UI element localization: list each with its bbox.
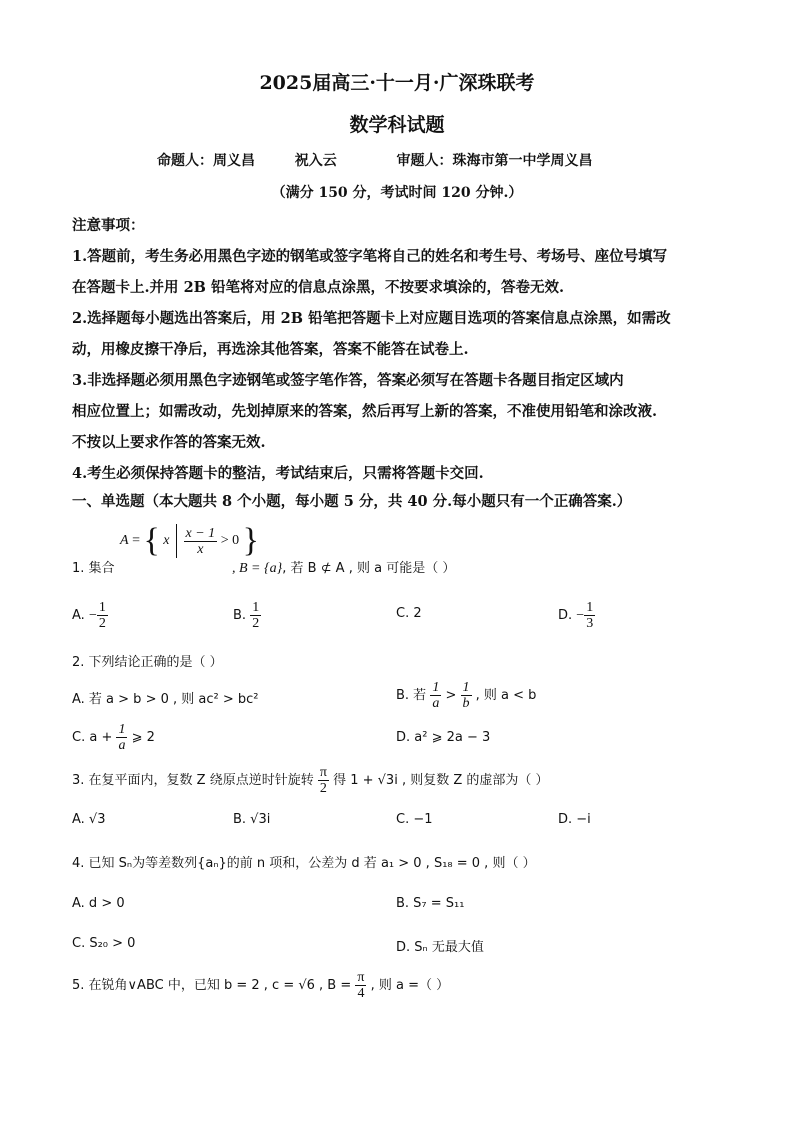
note-line: 在答题卡上.并用 2B 铅笔将对应的信息点涂黑，不按要求填涂的，答卷无效.: [72, 279, 565, 296]
author-line: [157, 150, 593, 170]
note-line: 4.考生必须保持答题卡的整洁，考试结束后，只需将答题卡交回.: [72, 465, 484, 482]
q3-option-d[interactable]: D. −i: [558, 812, 591, 827]
q1-option-b[interactable]: B. $\frac{1}{2}$: [233, 600, 260, 631]
exam-subtitle: 数学科试题: [349, 114, 445, 136]
note-line: 3.非选择题必须用黑色字迹钢笔或签字笔作答，答案必须写在答题卡各题目指定区域内: [72, 372, 624, 389]
note-line: 相应位置上；如需改动，先划掉原来的答案，然后再写上新的答案，不准使用铅笔和涂改液.: [72, 403, 658, 420]
q2-option-b[interactable]: B. 若 $\frac{1}{a}$ > $\frac{1}{b}$ , 则 a < b: [396, 680, 537, 711]
q1-fraction: $\frac{x - 1}{x}$: [185, 525, 216, 557]
q1-condition: , B = {a}, 若 B ⊄ A , 则 a 可能是（ ）: [232, 561, 456, 576]
note-line: 动，用橡皮擦干净后，再选涂其他答案，答案不能答在试卷上.: [72, 341, 469, 358]
q2-option-d[interactable]: D. a² ⩾ 2a − 3: [396, 730, 491, 745]
q1-option-a[interactable]: A. − $\frac{1}{2}$: [72, 600, 106, 631]
q2-option-c[interactable]: C. a + $\frac{1}{a}$ ⩾ 2: [72, 722, 155, 753]
q1-set-a: A = { x $\frac{x - 1}{x}$ > 0 }: [120, 522, 259, 559]
q3-stem: 3. 在复平面内，复数 Z 绕原点逆时针旋转 $\frac{\pi}{2}$ 得 1 + √3i , 则复数 Z 的虚部为（ ）: [72, 765, 549, 796]
note-line: 2.选择题每小题选出答案后，用 2B 铅笔把答题卡上对应题目选项的答案信息点涂黑，如需改: [72, 310, 671, 327]
section-heading: 一、单选题（本大题共 8 个小题，每小题 5 分，共 40 分.每小题只有一个正确答案.）: [72, 493, 632, 510]
q1-option-c[interactable]: C. 2: [396, 606, 422, 621]
q3-option-a[interactable]: A. √3: [72, 812, 106, 827]
q1-option-d[interactable]: D. − $\frac{1}{3}$: [558, 600, 594, 631]
note-line: 1.答题前，考生务必用黑色字迹的钢笔或签字笔将自己的姓名和考生号、考场号、座位号填写: [72, 248, 668, 265]
q4-option-c[interactable]: C. S₂₀ > 0: [72, 936, 136, 951]
q1-prefix: 1. 集合: [72, 561, 115, 576]
notes-heading: 注意事项：: [72, 217, 145, 234]
author-2: 祝入云: [294, 153, 337, 169]
score-time: （满分 150 分，考试时间 120 分钟.）: [271, 185, 523, 201]
q4-option-b[interactable]: B. S₇ = S₁₁: [396, 896, 465, 911]
q2-stem: 2. 下列结论正确的是（ ）: [72, 655, 223, 670]
author-label: 命题人：周义昌: [157, 153, 255, 169]
q3-option-b[interactable]: B. √3i: [233, 812, 271, 827]
notes-block: [72, 210, 732, 489]
q2-option-a[interactable]: A. 若 a > b > 0 , 则 ac² > bc²: [72, 692, 259, 707]
q4-stem: 4. 已知 Sₙ为等差数列{aₙ}的前 n 项和，公差为 d 若 a₁ > 0 , S₁₈ = 0 , 则（ ）: [72, 856, 536, 871]
q4-option-d[interactable]: D. Sₙ 无最大值: [396, 940, 484, 955]
note-line: 不按以上要求作答的答案无效.: [72, 434, 266, 451]
exam-title: 2025届高三·十一月·广深珠联考: [259, 72, 535, 94]
reviewer: 审题人：珠海市第一中学周义昌: [396, 153, 593, 169]
q5-stem: 5. 在锐角∨ABC 中，已知 b = 2 , c = √6 , B = $\frac{\pi}{4}$ , 则 a =（ ）: [72, 970, 450, 1001]
q4-option-a[interactable]: A. d > 0: [72, 896, 125, 911]
q3-option-c[interactable]: C. −1: [396, 812, 433, 827]
